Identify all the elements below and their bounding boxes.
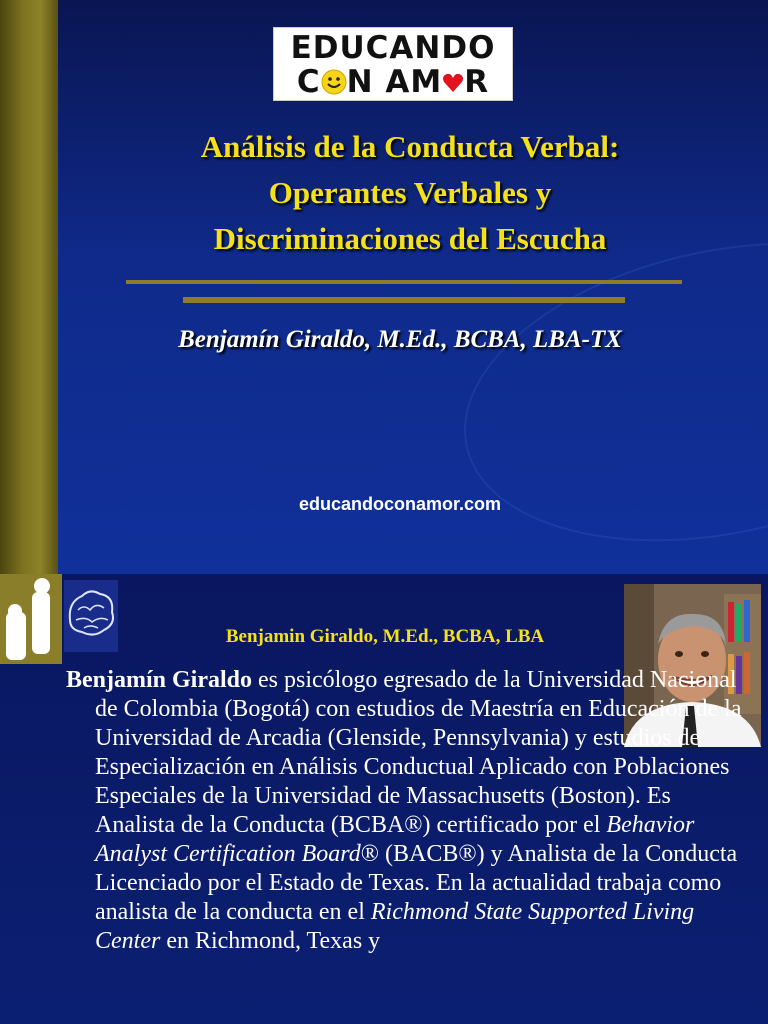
bio-part-2: ® (BACB®) y Analista de la Conducta Licenciado por el Estado de Texas. En la actualidad trabaja como analista de la conducta en el (95, 841, 738, 925)
brain-icon (64, 580, 118, 652)
educando-con-amor-logo (273, 27, 513, 101)
smiley-icon (321, 69, 347, 95)
bio-slide (0, 574, 768, 1024)
richmond-center-name: Richmond State Supported Living Center (95, 899, 695, 954)
presentation-title: Análisis de la Conducta Verbal: Operantes Verbales y Discriminaciones del Escucha (200, 129, 620, 256)
author-credit: Benjamín Giraldo, M.Ed., BCBA, LBA-TX (178, 326, 622, 353)
bio-text (66, 666, 746, 956)
corner-children-image (0, 574, 62, 664)
divider-line-bottom (183, 297, 625, 303)
heart-icon (442, 72, 464, 94)
bio-name: Benjamín Giraldo (66, 667, 253, 693)
bio-heading: Benjamin Giraldo, M.Ed., BCBA, LBA (225, 626, 545, 647)
logo-line-1: EDUCANDO (290, 30, 496, 66)
bacb-name: Behavior Analyst Certification Board (95, 812, 695, 867)
website-link[interactable]: educandoconamor.com (298, 494, 502, 514)
logo-line-2: C N AM R (296, 64, 490, 100)
divider-line-top (126, 280, 682, 284)
side-accent-bar (0, 0, 58, 574)
bio-part-1: es psicólogo egresado de la Universidad Nacional de Colombia (Bogotá) con estudios de Maestría en Educación de la Universidad de Arcadia (Glenside, Pennsylvania) y estudios de Especialización en Análisis Conductual Aplicado con Poblaciones Especiales de la Universidad de Massachusetts (Boston). Es Analista de la Conducta (BCBA®) certificado por el (95, 667, 742, 838)
bio-part-3: en Richmond, Texas y (160, 928, 381, 954)
